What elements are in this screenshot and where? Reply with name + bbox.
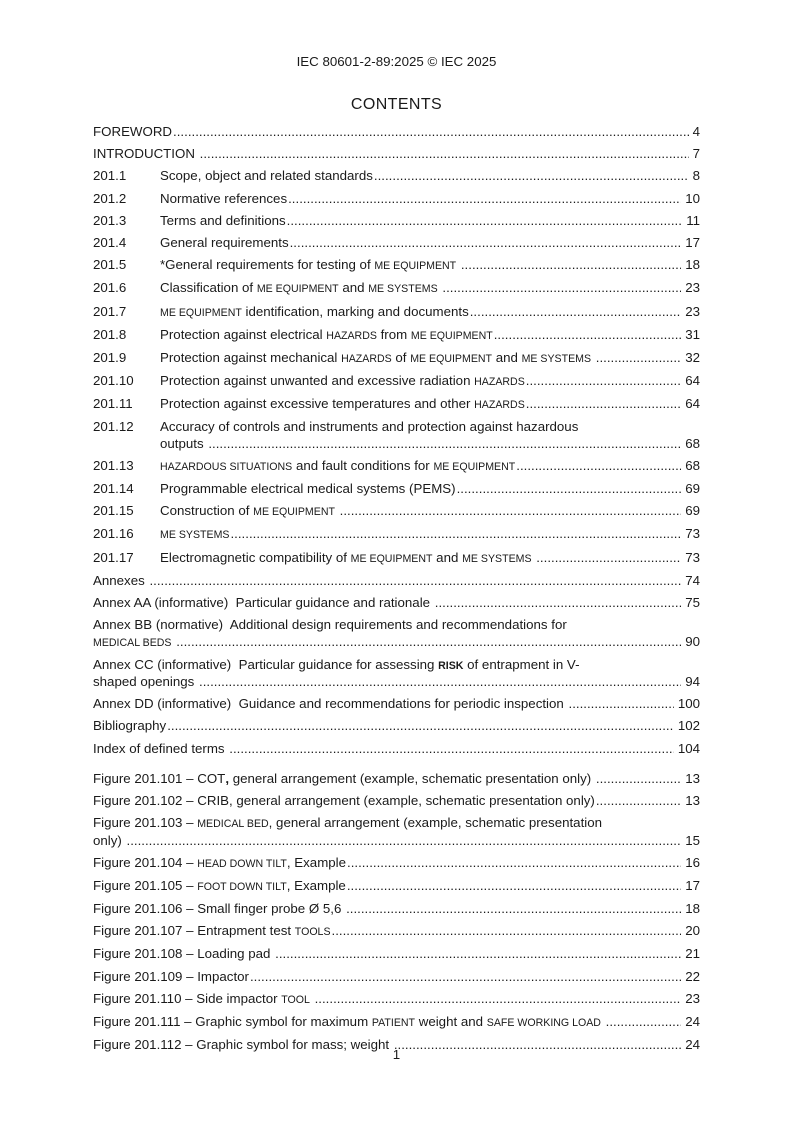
toc-line	[93, 901, 700, 917]
dot-leader	[346, 901, 681, 917]
toc-line	[93, 124, 700, 140]
toc-line	[93, 923, 700, 940]
toc-entry-clause	[93, 304, 700, 321]
clause-number: 201.15	[93, 503, 134, 519]
toc-line	[93, 674, 700, 690]
dot-leader	[149, 573, 681, 589]
page-ref: 31	[685, 326, 700, 342]
entry-text: Protection against excessive temperatures and other HAZARDS	[160, 396, 525, 412]
entry-text: FOREWORD	[93, 124, 173, 139]
entry-body	[160, 350, 700, 367]
entry-text: INTRODUCTION	[93, 146, 199, 162]
page-ref: 74	[685, 572, 700, 588]
page-ref: 17	[685, 877, 700, 893]
toc-entry-clause	[93, 235, 700, 251]
dot-leader	[347, 878, 681, 894]
page-ref: 16	[685, 854, 700, 870]
toc-line	[93, 771, 700, 787]
dot-leader	[470, 304, 681, 320]
clause-number: 201.4	[93, 234, 127, 250]
page-ref: 75	[685, 595, 700, 611]
entry-body	[160, 304, 700, 321]
toc-entry-clause	[93, 191, 700, 207]
toc-line	[160, 213, 700, 229]
entry-text: *General requirements for testing of ME EQUIPMENT	[160, 257, 457, 273]
dot-leader	[596, 350, 681, 366]
entry-body	[160, 481, 700, 497]
entry-body	[160, 257, 700, 274]
entry-text: Annex DD (informative) Guidance and recommendations for periodic inspection	[93, 696, 568, 712]
clause-number: 201.9	[93, 349, 127, 365]
entry-text: Figure 201.112 – Graphic symbol for mass; weight	[93, 1037, 393, 1053]
entry-text: Figure 201.110 – Side impactor TOOL	[93, 990, 310, 1006]
dot-leader	[208, 436, 681, 452]
toc	[93, 124, 700, 1054]
running-header: IEC 80601-2-89:2025 © IEC 2025	[296, 54, 497, 69]
entry-text: shaped openings	[93, 674, 198, 690]
entry-text: Figure 201.111 – Graphic symbol for maximum PATIENT weight and SAFE WORKING LOAD	[93, 1014, 601, 1030]
toc-line	[160, 280, 700, 297]
toc-entry	[93, 969, 700, 985]
toc-line	[160, 526, 700, 543]
toc-line	[160, 257, 700, 274]
toc-line	[160, 550, 700, 567]
toc-entry	[93, 793, 700, 809]
toc-entry	[93, 855, 700, 872]
entry-text: HAZARDOUS SITUATIONS and fault conditions for ME EQUIPMENT	[160, 457, 516, 473]
entry-body	[160, 191, 700, 207]
toc-entry-clause	[93, 350, 700, 367]
page-ref: 64	[685, 396, 700, 412]
entry-text: Scope, object and related standards	[160, 168, 373, 184]
toc-entry	[93, 923, 700, 940]
dot-leader	[442, 280, 681, 296]
page-ref: 22	[685, 968, 700, 984]
toc-entry	[93, 146, 700, 162]
toc-entry	[93, 1014, 700, 1031]
entry-text: Figure 201.104 – HEAD DOWN TILT, Example	[93, 854, 347, 870]
page-ref: 8	[692, 168, 700, 184]
entry-body	[160, 458, 700, 475]
toc-entry	[93, 595, 700, 611]
clause-number: 201.16	[93, 526, 134, 542]
toc-line	[160, 350, 700, 367]
toc-line	[93, 741, 700, 757]
entry-body	[160, 168, 700, 184]
entry-text: Annex BB (normative) Additional design requirements and recommendations for	[93, 617, 567, 633]
page-ref: 17	[685, 234, 700, 250]
toc-entry-clause	[93, 419, 700, 452]
toc-entry-clause	[93, 257, 700, 274]
toc-line	[160, 458, 700, 475]
entry-text: Index of defined terms	[93, 740, 229, 756]
clause-number: 201.13	[93, 457, 134, 473]
entry-text: Terms and definitions	[160, 212, 286, 228]
page-ref: 69	[685, 481, 700, 497]
toc-entry	[93, 657, 700, 691]
dot-leader	[229, 741, 674, 757]
dot-leader	[457, 481, 682, 497]
entry-text: Figure 201.107 – Entrapment test TOOLS	[93, 923, 331, 939]
dot-leader	[596, 771, 681, 787]
clause-number: 201.3	[93, 212, 127, 228]
page-ref: 100	[677, 696, 700, 712]
dot-leader	[127, 833, 682, 849]
entry-text: Construction of ME EQUIPMENT	[160, 503, 335, 519]
dot-leader	[435, 595, 681, 611]
toc-line	[93, 878, 700, 895]
toc-entry-clause	[93, 327, 700, 344]
toc-entry-clause	[93, 503, 700, 520]
toc-line	[160, 304, 700, 321]
dot-leader	[569, 696, 674, 712]
toc-entry	[93, 741, 700, 757]
toc-entry	[93, 946, 700, 962]
dot-leader	[526, 373, 681, 389]
dot-leader	[287, 213, 683, 229]
page-ref: 20	[685, 923, 700, 939]
dot-leader	[606, 1014, 682, 1030]
entry-text: Annex CC (informative) Particular guidance for assessing RISK of entrapment in V-	[93, 656, 580, 672]
clause-number: 201.1	[93, 168, 127, 184]
entry-text: Figure 201.101 – COT, general arrangement (example, schematic presentation only)	[93, 770, 595, 786]
clause-number: 201.12	[93, 419, 134, 435]
dot-leader	[332, 923, 682, 939]
dot-leader	[173, 124, 689, 140]
toc-line	[93, 617, 700, 633]
entry-text: Annex AA (informative) Particular guidance and rationale	[93, 595, 434, 611]
toc-line	[93, 718, 700, 734]
toc-line	[160, 191, 700, 207]
toc-entry	[93, 815, 700, 849]
toc-line	[93, 793, 700, 809]
page-ref: 4	[692, 124, 700, 139]
toc-line	[160, 419, 700, 435]
entry-text: only)	[93, 832, 126, 848]
toc-line	[93, 696, 700, 712]
entry-body	[160, 280, 700, 297]
entry-text: Figure 201.102 – CRIB, general arrangement (example, schematic presentation only)	[93, 793, 595, 809]
toc-entry-clause	[93, 168, 700, 184]
page-ref: 69	[685, 503, 700, 519]
page-ref: 23	[685, 990, 700, 1006]
toc-line	[93, 1014, 700, 1031]
dot-leader	[176, 634, 681, 650]
page-ref: 18	[685, 901, 700, 917]
entry-body	[160, 526, 700, 543]
dot-leader	[461, 257, 681, 273]
page-ref: 68	[685, 457, 700, 473]
toc-entry	[93, 991, 700, 1008]
toc-line	[93, 634, 700, 651]
dot-leader	[200, 146, 689, 162]
dot-leader	[374, 168, 689, 184]
page-ref: 11	[686, 212, 700, 228]
page-ref: 102	[677, 718, 700, 734]
page-ref: 73	[685, 526, 700, 542]
page-ref: 21	[685, 946, 700, 962]
entry-text: Figure 201.103 – MEDICAL BED, general arrangement (example, schematic presentation	[93, 815, 603, 831]
entry-text: Protection against electrical HAZARDS from ME EQUIPMENT	[160, 326, 493, 342]
toc-entry	[93, 771, 700, 787]
entry-text: Figure 201.106 – Small finger probe Ø 5,6	[93, 901, 346, 917]
entry-text: Figure 201.109 – Impactor	[93, 968, 249, 984]
toc-line	[93, 991, 700, 1008]
clause-number: 201.5	[93, 257, 127, 273]
dot-leader	[199, 674, 681, 690]
contents-title: CONTENTS	[350, 96, 443, 113]
toc-entry	[93, 696, 700, 712]
clause-number: 201.8	[93, 326, 127, 342]
toc-entry-clause	[93, 481, 700, 497]
toc-line	[160, 373, 700, 390]
toc-entry	[93, 124, 700, 140]
toc-entry	[93, 901, 700, 917]
entry-text: Electromagnetic compatibility of ME EQUIPMENT and ME SYSTEMS	[160, 549, 532, 565]
dot-leader	[275, 946, 681, 962]
page-ref: 18	[685, 257, 700, 273]
toc-line	[160, 436, 700, 452]
entry-text: Accuracy of controls and instruments and protection against hazardous	[160, 419, 579, 435]
entry-text: ME SYSTEMS	[160, 529, 230, 542]
page-ref: 24	[685, 1014, 700, 1030]
clause-number: 201.11	[93, 396, 133, 412]
toc-line	[93, 573, 700, 589]
clause-number: 201.2	[93, 190, 127, 206]
clause-number: 201.14	[93, 481, 134, 497]
toc-line	[160, 396, 700, 413]
page-ref: 23	[685, 280, 700, 296]
entry-text: Protection against unwanted and excessive radiation HAZARDS	[160, 373, 525, 389]
page-ref: 104	[677, 740, 700, 756]
toc-entry-clause	[93, 396, 700, 413]
toc-entry-clause	[93, 280, 700, 297]
dot-leader	[167, 718, 674, 734]
entry-text: Classification of ME EQUIPMENT and ME SYSTEMS	[160, 280, 438, 296]
toc-entry-clause	[93, 373, 700, 390]
page-ref: 90	[685, 633, 700, 649]
dot-leader	[290, 235, 682, 251]
clause-number: 201.17	[93, 549, 134, 565]
dot-leader	[288, 191, 681, 207]
entry-body	[160, 373, 700, 390]
page-ref: 23	[685, 303, 700, 319]
entry-body	[160, 419, 700, 452]
entry-body	[160, 235, 700, 251]
entry-text: MEDICAL BEDS	[93, 636, 172, 649]
page-ref: 32	[685, 349, 700, 365]
entry-text: Figure 201.105 – FOOT DOWN TILT, Example	[93, 877, 346, 893]
dot-leader	[340, 503, 682, 519]
toc-entry	[93, 573, 700, 589]
dot-leader	[494, 327, 681, 343]
toc-line	[160, 481, 700, 497]
toc-line	[93, 657, 700, 674]
page-ref: 7	[692, 146, 700, 162]
clause-number: 201.10	[93, 373, 134, 389]
toc-line	[160, 327, 700, 344]
toc-entry-clause	[93, 458, 700, 475]
toc-line	[93, 946, 700, 962]
toc-line	[93, 855, 700, 872]
page-ref: 13	[685, 793, 700, 809]
toc-entry-clause	[93, 213, 700, 229]
page-ref: 13	[685, 770, 700, 786]
entry-text: outputs	[160, 435, 208, 451]
toc-entry	[93, 617, 700, 651]
page-ref: 73	[685, 549, 700, 565]
dot-leader	[536, 550, 681, 566]
entry-body	[160, 503, 700, 520]
toc-line	[93, 833, 700, 849]
entry-text: Programmable electrical medical systems (PEMS)	[160, 481, 456, 497]
dot-leader	[230, 526, 681, 542]
dot-leader	[596, 793, 681, 809]
toc-line	[93, 815, 700, 832]
entry-body	[160, 327, 700, 344]
entry-text: General requirements	[160, 234, 289, 250]
toc-entry	[93, 718, 700, 734]
toc-line	[160, 168, 700, 184]
entry-body	[160, 396, 700, 413]
dot-leader	[315, 991, 682, 1007]
footer-page-number: 1	[392, 1047, 401, 1062]
entry-body	[160, 550, 700, 567]
toc-line	[160, 235, 700, 251]
page-ref: 64	[685, 373, 700, 389]
page-ref: 24	[685, 1037, 700, 1053]
toc-line	[93, 595, 700, 611]
entry-text: Annexes	[93, 572, 149, 588]
entry-text: Bibliography	[93, 718, 167, 734]
dot-leader	[516, 458, 681, 474]
page-ref: 68	[685, 435, 700, 451]
page-ref: 10	[685, 190, 700, 206]
page-ref: 15	[685, 832, 700, 848]
entry-text: Figure 201.108 – Loading pad	[93, 946, 275, 962]
clause-number: 201.7	[93, 303, 127, 319]
entry-body	[160, 213, 700, 229]
toc-entry-clause	[93, 526, 700, 543]
entry-text: Protection against mechanical HAZARDS of ME EQUIPMENT and ME SYSTEMS	[160, 349, 592, 365]
toc-entry-clause	[93, 550, 700, 567]
toc-entry	[93, 878, 700, 895]
dot-leader	[347, 855, 681, 871]
toc-line	[93, 969, 700, 985]
clause-number: 201.6	[93, 280, 127, 296]
page-ref: 94	[685, 674, 700, 690]
toc-line	[93, 146, 700, 162]
toc-line	[160, 503, 700, 520]
dot-leader	[526, 396, 681, 412]
entry-text: ME EQUIPMENT identification, marking and documents	[160, 303, 469, 319]
entry-text: Normative references	[160, 190, 288, 206]
dot-leader	[250, 969, 681, 985]
